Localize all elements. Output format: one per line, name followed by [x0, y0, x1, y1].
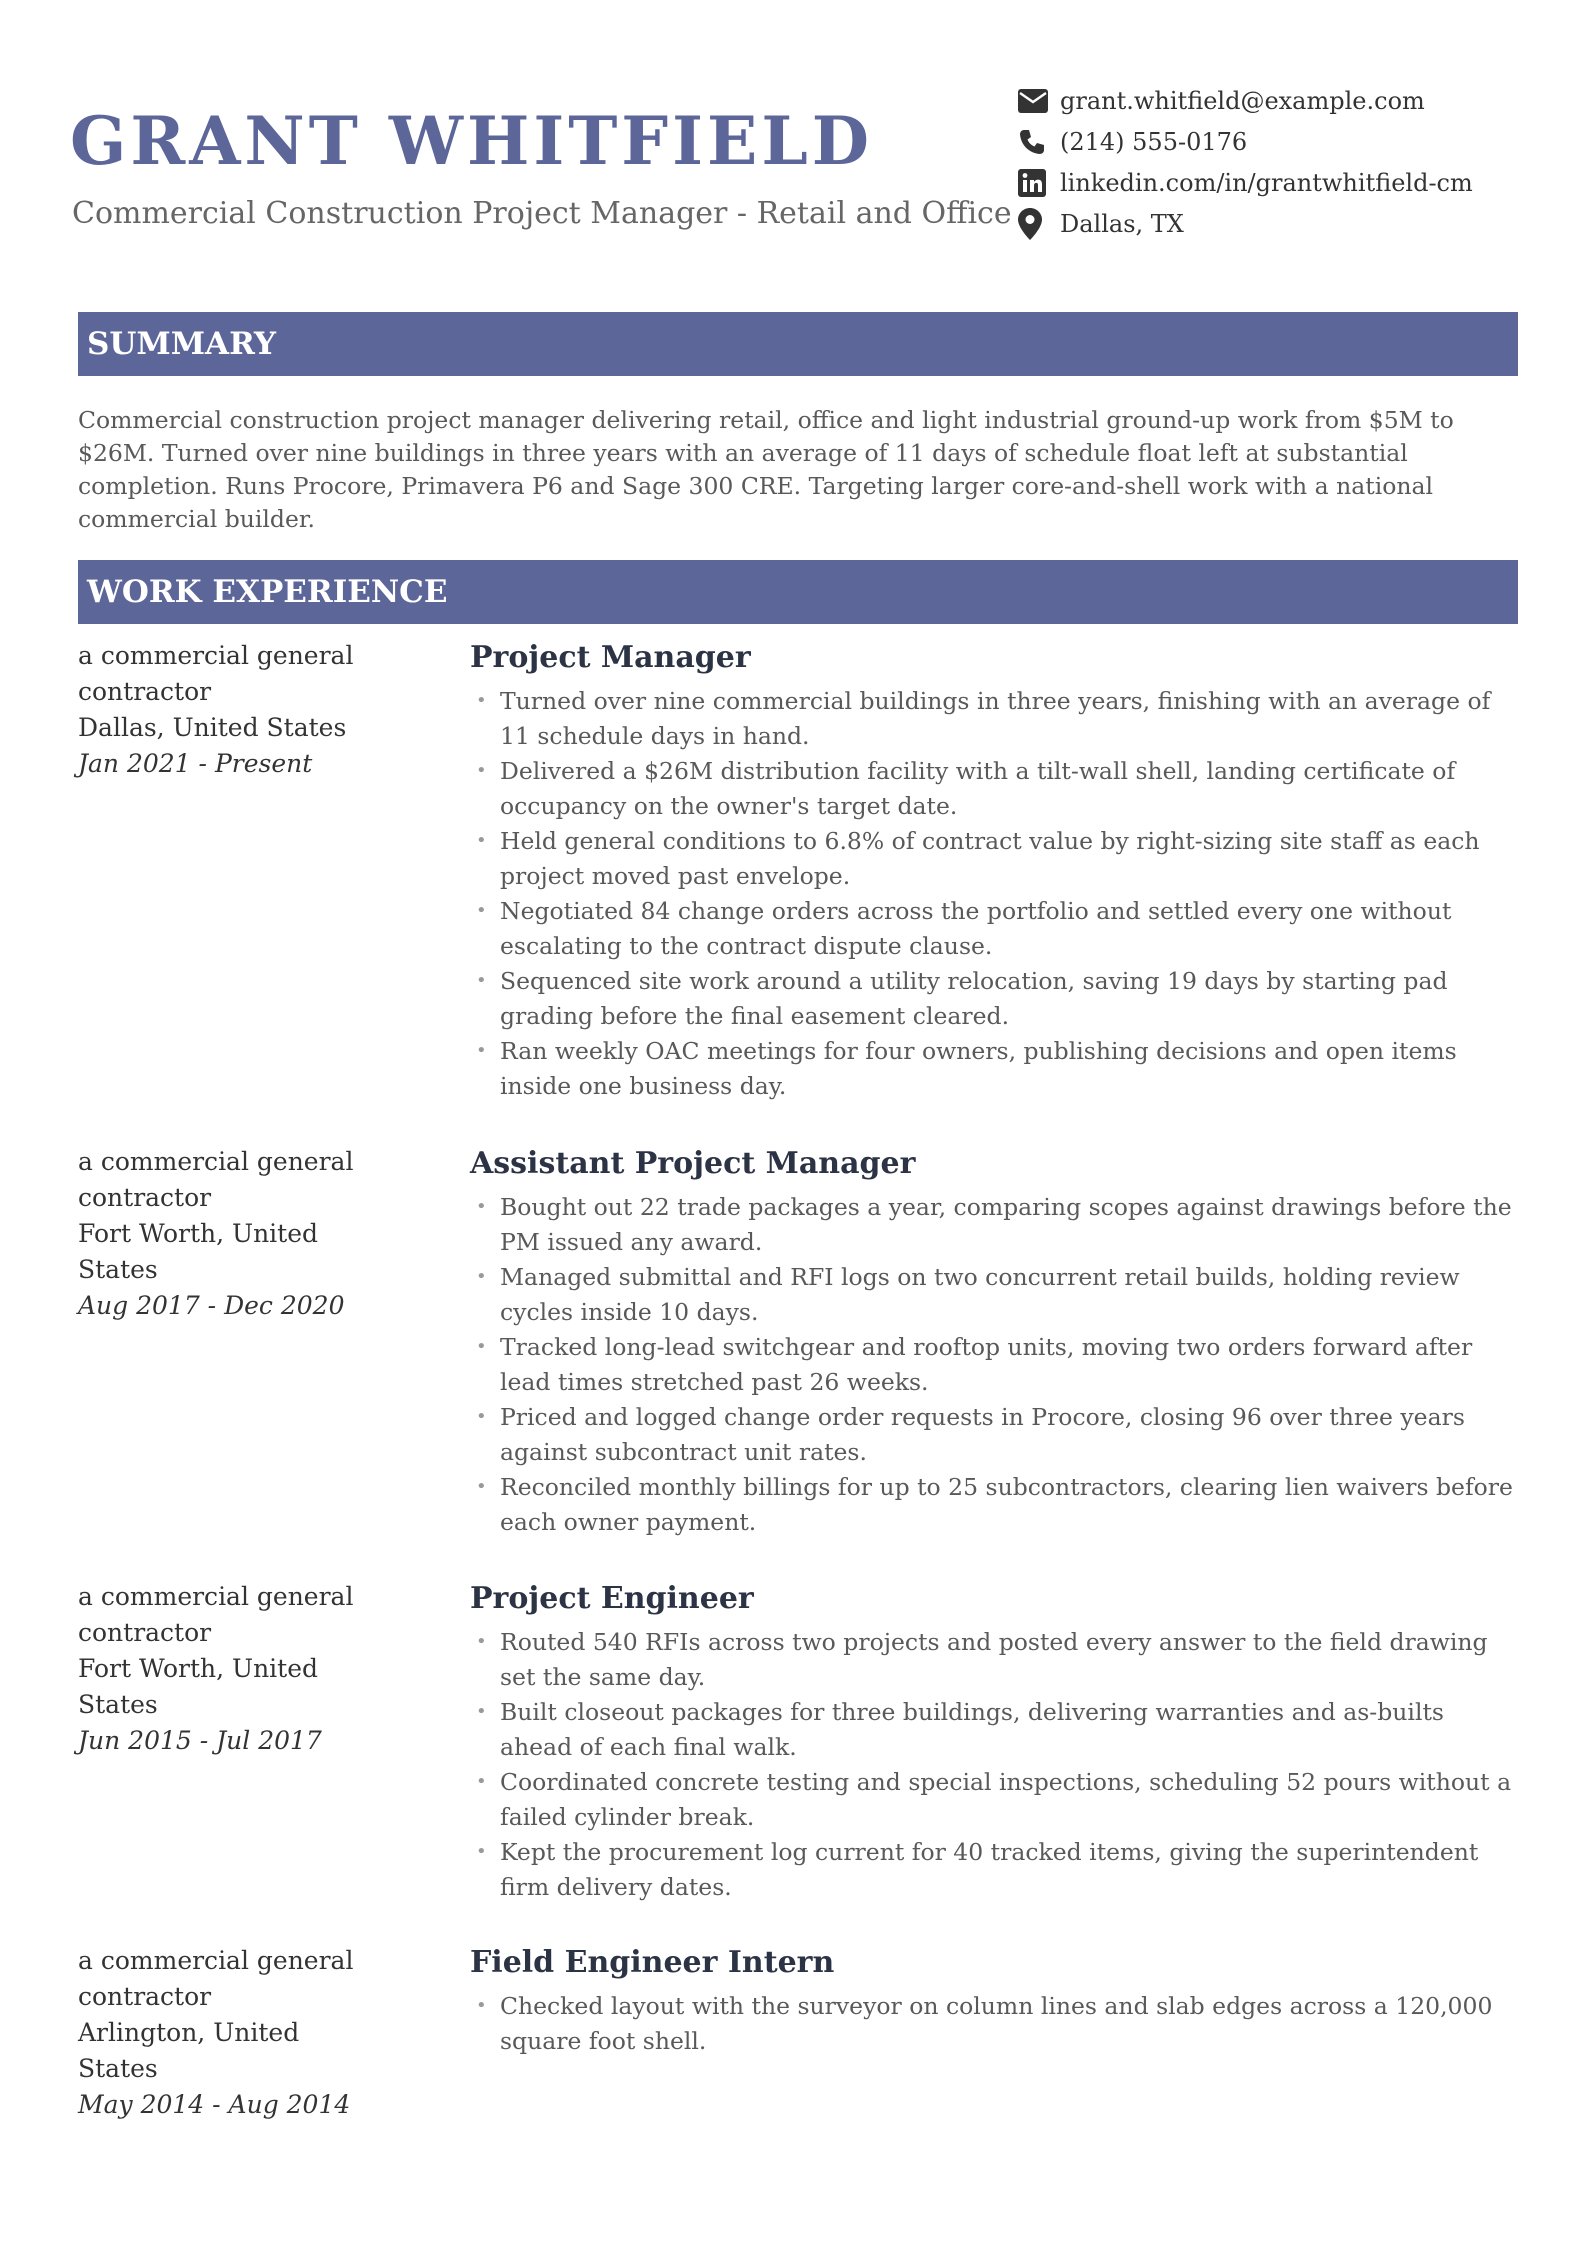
- job-company: a commercial general contractor: [78, 1582, 354, 1647]
- envelope-icon: [1018, 86, 1052, 116]
- job-company: a commercial general contractor: [78, 1946, 354, 2011]
- job-bullet: • Coordinated concrete testing and special inspections, scheduling 52 pours without a failed cylinder break.: [470, 1765, 1520, 1834]
- summary-text: Commercial construction project manager delivering retail, office and light industrial ground-up work from $5M to $26M. Turned over nine buildings in three years with an average of 11 days of schedule float left at substantial completion. Runs Procore, Primavera P6 and Sage 300 CRE. Targeting larger core-and-shell work with a national commercial builder.: [78, 406, 1454, 533]
- job-meta: [78, 1943, 378, 2123]
- candidate-headline: Commercial Construction Project Manager - Retail and Office: [72, 196, 1012, 231]
- job-bullets: [470, 1625, 1520, 1904]
- job-bullets: [470, 1989, 1520, 2058]
- job-bullet: • Turned over nine commercial buildings in three years, finishing with an average of 11 schedule days in hand.: [470, 684, 1520, 753]
- job-details: [470, 1579, 1520, 1905]
- job-bullet: • Kept the procurement log current for 40 tracked items, giving the superintendent firm delivery dates.: [470, 1835, 1520, 1904]
- job-title: Project Manager: [470, 640, 751, 675]
- job-title: Project Engineer: [470, 1581, 754, 1616]
- phone-icon: [1018, 127, 1052, 157]
- job-details: [470, 1943, 1520, 2059]
- job-dates: Jan 2021 - Present: [78, 749, 313, 778]
- contact-phone[interactable]: [1018, 121, 1473, 162]
- job-bullet: • Negotiated 84 change orders across the portfolio and settled every one without escalating to the contract dispute clause.: [470, 894, 1520, 963]
- contact-linkedin[interactable]: [1018, 162, 1473, 203]
- job-location: Arlington, United States: [78, 2018, 300, 2083]
- candidate-name: GRANT WHITFIELD: [70, 102, 873, 180]
- job-location: Fort Worth, United States: [78, 1219, 319, 1284]
- job-bullet: • Managed submittal and RFI logs on two concurrent retail builds, holding review cycles inside 10 days.: [470, 1260, 1520, 1329]
- job-dates: May 2014 - Aug 2014: [78, 2090, 351, 2119]
- job-title: Field Engineer Intern: [470, 1945, 835, 1980]
- job-company: a commercial general contractor: [78, 641, 354, 706]
- job-bullet: • Held general conditions to 6.8% of contract value by right-sizing site staff as each project moved past envelope.: [470, 824, 1520, 893]
- job-bullet: • Bought out 22 trade packages a year, comparing scopes against drawings before the PM issued any award.: [470, 1190, 1520, 1259]
- job-bullet: • Built closeout packages for three buildings, delivering warranties and as-builts ahead of each final walk.: [470, 1695, 1520, 1764]
- job-bullets: [470, 684, 1520, 1103]
- contact-location-text: Dallas, TX: [1060, 209, 1184, 238]
- job-details: [470, 1144, 1520, 1540]
- work-experience-heading: WORK EXPERIENCE: [78, 560, 1518, 624]
- job-bullet: • Reconciled monthly billings for up to 25 subcontractors, clearing lien waivers before each owner payment.: [470, 1470, 1520, 1539]
- contact-location: [1018, 203, 1473, 244]
- contact-phone-text: (214) 555-0176: [1060, 127, 1248, 156]
- job-bullets: [470, 1190, 1520, 1539]
- summary-heading: SUMMARY: [78, 312, 1518, 376]
- linkedin-icon: [1018, 168, 1052, 198]
- job-company: a commercial general contractor: [78, 1147, 354, 1212]
- contact-email[interactable]: [1018, 80, 1473, 121]
- contact-linkedin-text: linkedin.com/in/grantwhitfield-cm: [1060, 168, 1473, 197]
- job-meta: [78, 1579, 378, 1759]
- job-title: Assistant Project Manager: [470, 1146, 916, 1181]
- job-details: [470, 638, 1520, 1104]
- job-location: Dallas, United States: [78, 713, 347, 742]
- job-meta: [78, 638, 378, 782]
- job-bullet: • Priced and logged change order requests in Procore, closing 96 over three years against subcontract unit rates.: [470, 1400, 1520, 1469]
- job-bullet: • Tracked long-lead switchgear and rooftop units, moving two orders forward after lead times stretched past 26 weeks.: [470, 1330, 1520, 1399]
- location-pin-icon: [1018, 209, 1052, 239]
- job-dates: Jun 2015 - Jul 2017: [78, 1726, 322, 1755]
- contact-email-text: grant.whitfield@example.com: [1060, 86, 1425, 115]
- job-location: Fort Worth, United States: [78, 1654, 319, 1719]
- job-meta: [78, 1144, 378, 1324]
- job-bullet: • Delivered a $26M distribution facility with a tilt-wall shell, landing certificate of occupancy on the owner's target date.: [470, 754, 1520, 823]
- job-dates: Aug 2017 - Dec 2020: [78, 1291, 345, 1320]
- job-bullet: • Routed 540 RFIs across two projects and posted every answer to the field drawing set the same day.: [470, 1625, 1520, 1694]
- job-bullet: • Sequenced site work around a utility relocation, saving 19 days by starting pad grading before the final easement cleared.: [470, 964, 1520, 1033]
- job-bullet: • Checked layout with the surveyor on column lines and slab edges across a 120,000 square foot shell.: [470, 1989, 1520, 2058]
- contact-block: [1018, 80, 1473, 244]
- job-bullet: • Ran weekly OAC meetings for four owners, publishing decisions and open items inside one business day.: [470, 1034, 1520, 1103]
